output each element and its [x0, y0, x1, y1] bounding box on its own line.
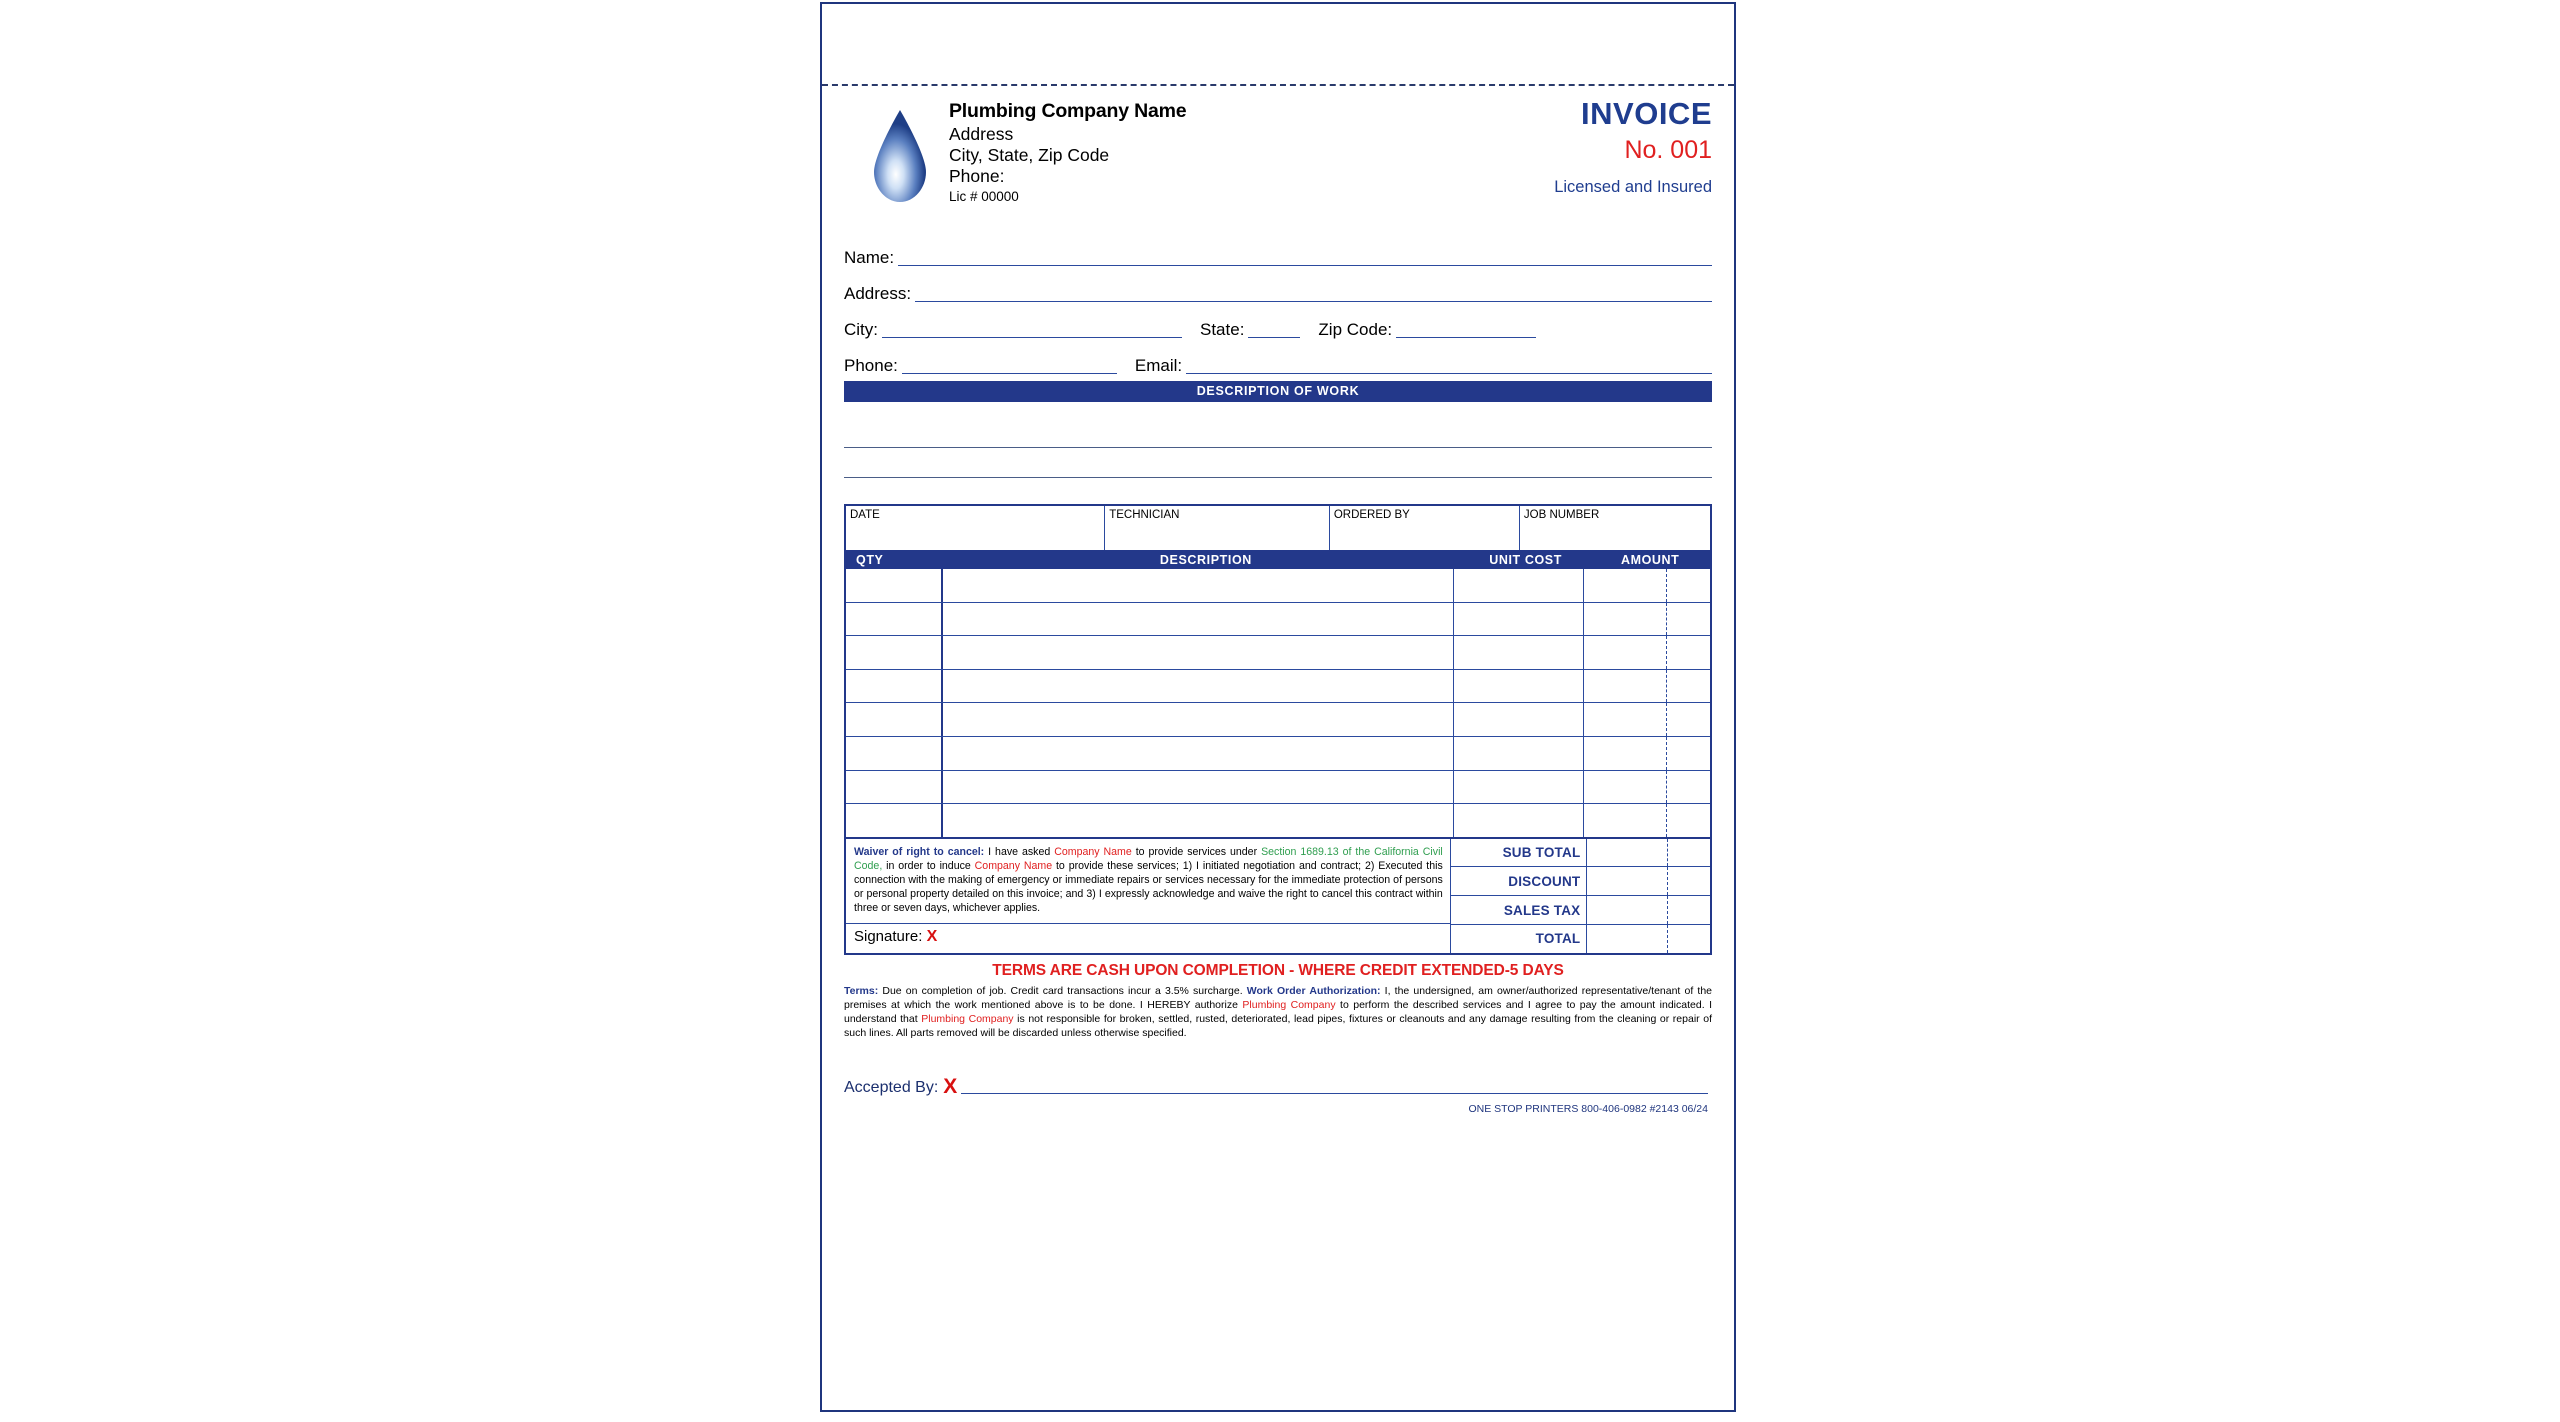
waiver-civil-code: Section 1689.13 of the California Civil Code, — [854, 845, 1443, 872]
email-label: Email: — [1134, 356, 1183, 375]
field-row-address — [844, 268, 1712, 304]
table-row — [846, 670, 1710, 704]
ordered-by-cell[interactable] — [1330, 506, 1520, 550]
line-item-qty-cell[interactable] — [846, 603, 943, 636]
description-of-work-bar: DESCRIPTION OF WORK — [844, 381, 1712, 402]
zip-input[interactable] — [1396, 317, 1536, 338]
date-cell[interactable] — [846, 506, 1105, 550]
line-item-amount-cell[interactable] — [1584, 771, 1710, 804]
description-of-work-line[interactable] — [844, 418, 1712, 448]
line-item-qty-cell[interactable] — [846, 636, 943, 669]
auth-text-1: I, the undersigned, am owner/authorized representative/tenant of the premises at which the work mentioned above is to be done. I HEREBY authorize — [844, 984, 1713, 1011]
totals-value-cell[interactable] — [1586, 839, 1710, 867]
line-item-description-cell[interactable] — [943, 771, 1454, 804]
line-item-amount-cell[interactable] — [1584, 737, 1710, 770]
totals-row — [1451, 867, 1710, 896]
invoice-title: INVOICE — [1581, 96, 1712, 131]
line-item-description-cell[interactable] — [943, 737, 1454, 770]
line-item-unit-cost-cell[interactable] — [1454, 804, 1585, 837]
company-city-state-zip: City, State, Zip Code — [949, 145, 1110, 166]
state-input[interactable] — [1248, 317, 1300, 338]
accepted-by-label: Accepted By: — [844, 1078, 939, 1096]
line-item-qty-cell[interactable] — [846, 670, 943, 703]
table-row — [846, 569, 1710, 603]
name-label: Name: — [844, 248, 895, 267]
totals-label: SUB TOTAL — [1502, 845, 1581, 861]
job-number-cell[interactable] — [1520, 506, 1710, 550]
field-row-city-state-zip — [844, 304, 1712, 340]
invoice-header — [844, 96, 1712, 226]
auth-text-2: to perform the described services and I agree to pay the amount indicated. I understand that — [844, 998, 1712, 1025]
company-license: Lic # 00000 — [949, 188, 1019, 204]
city-label: City: — [844, 320, 878, 339]
table-row — [846, 703, 1710, 737]
licensed-insured-note: Licensed and Insured — [1554, 178, 1712, 196]
job-table — [844, 504, 1712, 955]
totals-row — [1451, 896, 1710, 925]
invoice-number: No. 001 — [1624, 136, 1712, 164]
state-label: State: — [1200, 320, 1245, 339]
technician-cell[interactable] — [1105, 506, 1330, 550]
line-items-body — [846, 569, 1710, 837]
terms-text: Due on completion of job. Credit card transactions incur a 3.5% surcharge. — [878, 984, 1247, 997]
name-input[interactable] — [898, 245, 1712, 266]
line-item-unit-cost-cell[interactable] — [1454, 771, 1585, 804]
waiver-company-2: Company Name — [974, 859, 1053, 872]
line-item-description-cell[interactable] — [943, 670, 1454, 703]
table-row — [846, 603, 1710, 637]
line-item-unit-cost-cell[interactable] — [1454, 703, 1585, 736]
customer-fields — [844, 232, 1712, 376]
auth-text-3: is not responsible for broken, settled, rusted, deteriorated, lead pipes, fixtures or cleanouts and any damage resulting from the cleaning or repair of such lines. All parts removed will be discarded unless otherwise specified. — [844, 1012, 1712, 1039]
phone-label: Phone: — [844, 356, 898, 375]
email-input[interactable] — [1186, 353, 1712, 374]
signature-row[interactable] — [846, 923, 1450, 949]
zip-label: Zip Code: — [1318, 320, 1393, 339]
accepted-by-row — [844, 1076, 1712, 1097]
line-item-amount-cell[interactable] — [1584, 603, 1710, 636]
waiver-and-totals — [846, 837, 1710, 953]
ordered-by-label: ORDERED BY — [1333, 509, 1410, 521]
waiver-text — [854, 846, 1443, 916]
line-item-qty-cell[interactable] — [846, 569, 943, 602]
invoice-title-block — [1382, 98, 1712, 196]
totals-label: TOTAL — [1535, 931, 1581, 947]
line-item-unit-cost-cell[interactable] — [1454, 569, 1585, 602]
table-row — [846, 804, 1710, 837]
work-order-authorization-label: Work Order Authorization: — [1246, 984, 1381, 997]
line-item-unit-cost-cell[interactable] — [1454, 670, 1585, 703]
line-item-unit-cost-cell[interactable] — [1454, 603, 1585, 636]
line-item-amount-cell[interactable] — [1584, 804, 1710, 837]
line-item-qty-cell[interactable] — [846, 737, 943, 770]
terms-body — [844, 984, 1712, 1040]
terms-label: Terms: — [844, 984, 879, 997]
terms-company-2: Plumbing Company — [921, 1012, 1014, 1025]
table-row — [846, 737, 1710, 771]
column-header-unit-cost: UNIT COST — [1489, 552, 1562, 567]
printer-credit: ONE STOP PRINTERS 800-406-0982 #2143 06/24 — [1468, 1102, 1708, 1115]
line-item-description-cell[interactable] — [943, 636, 1454, 669]
field-row-name — [844, 232, 1712, 268]
invoice-form-sheet — [820, 2, 1736, 1412]
date-label: DATE — [850, 509, 880, 521]
totals-label: SALES TAX — [1503, 902, 1581, 918]
totals-block — [1451, 839, 1710, 953]
totals-row — [1451, 925, 1710, 953]
signature-x-mark: X — [926, 927, 938, 945]
waiver-heading: Waiver of right to cancel: — [854, 845, 985, 858]
line-item-unit-cost-cell[interactable] — [1454, 636, 1585, 669]
line-item-description-cell[interactable] — [943, 569, 1454, 602]
line-item-qty-cell[interactable] — [846, 771, 943, 804]
company-name: Plumbing Company Name — [949, 100, 1187, 122]
field-row-phone-email — [844, 340, 1712, 376]
terms-headline: TERMS ARE CASH UPON COMPLETION - WHERE CREDIT EXTENDED-5 DAYS — [992, 961, 1564, 979]
job-number-label: JOB NUMBER — [1523, 509, 1600, 521]
table-row — [846, 771, 1710, 805]
accepted-by-x-mark: X — [943, 1074, 958, 1098]
totals-value-cell[interactable] — [1586, 867, 1710, 895]
address-label: Address: — [844, 284, 912, 303]
totals-row — [1451, 839, 1710, 868]
city-input[interactable] — [882, 317, 1182, 338]
column-header-description: DESCRIPTION — [1159, 552, 1252, 567]
description-of-work-line[interactable] — [844, 448, 1712, 478]
line-item-amount-cell[interactable] — [1584, 670, 1710, 703]
line-item-unit-cost-cell[interactable] — [1454, 737, 1585, 770]
company-phone: Phone: — [949, 166, 1005, 187]
technician-label: TECHNICIAN — [1109, 509, 1180, 521]
accepted-by-signature-input[interactable] — [961, 1079, 1708, 1094]
terms-company-1: Plumbing Company — [1242, 998, 1336, 1011]
totals-value-cell[interactable] — [1586, 896, 1710, 924]
line-item-description-cell[interactable] — [943, 804, 1454, 837]
totals-label: DISCOUNT — [1508, 873, 1581, 889]
totals-value-cell[interactable] — [1586, 925, 1710, 953]
waiver-company-1: Company Name — [1054, 845, 1132, 858]
waiver-seg-1: I have asked — [984, 845, 1055, 858]
line-item-qty-cell[interactable] — [846, 804, 943, 837]
line-item-amount-cell[interactable] — [1584, 636, 1710, 669]
line-item-amount-cell[interactable] — [1584, 569, 1710, 602]
waiver-seg-3: in order to induce — [882, 859, 975, 872]
phone-input[interactable] — [902, 353, 1117, 374]
waiver-seg-4: to provide these services; 1) I initiated negotiation and contract; 2) Executed this connection with the making of emergency or immediate repairs or services necessary for the immediate protection of persons or personal property detailed on this invoice; and 3) I expressly acknowledge and waive the right to cancel this contract within three or seven days, whichever applies. — [854, 859, 1443, 914]
line-item-qty-cell[interactable] — [846, 703, 943, 736]
water-droplet-logo-icon — [866, 108, 934, 204]
job-meta-row — [846, 506, 1710, 550]
company-address: Address — [949, 123, 1014, 144]
address-input[interactable] — [915, 281, 1712, 302]
line-item-description-cell[interactable] — [943, 703, 1454, 736]
waiver-seg-2: to provide services under — [1131, 845, 1262, 858]
table-row — [846, 636, 1710, 670]
line-item-amount-cell[interactable] — [1584, 703, 1710, 736]
description-of-work-lines — [844, 418, 1712, 478]
line-items-column-header — [846, 550, 1710, 569]
column-header-qty: QTY — [856, 552, 884, 567]
signature-label: Signature: — [854, 927, 923, 945]
line-item-description-cell[interactable] — [943, 603, 1454, 636]
waiver-block — [846, 839, 1451, 953]
company-block — [949, 100, 1186, 205]
column-header-amount: AMOUNT — [1620, 552, 1680, 567]
